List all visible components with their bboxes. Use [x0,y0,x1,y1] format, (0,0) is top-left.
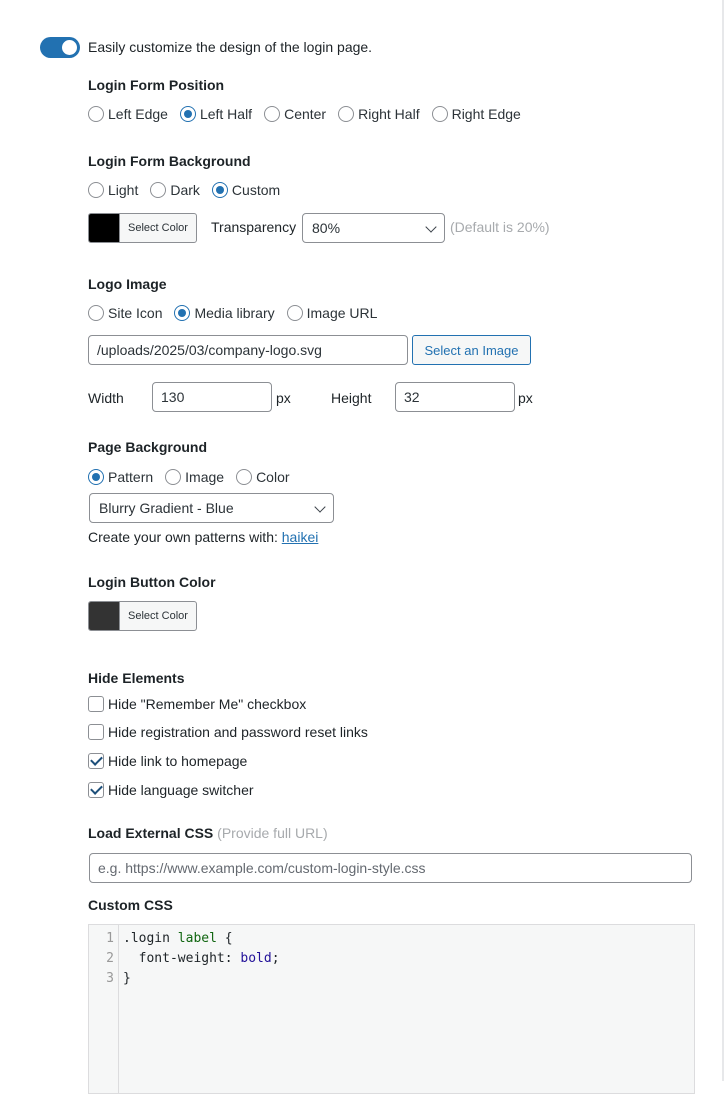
pattern-select[interactable] [89,493,334,523]
radio-dark[interactable]: Dark [150,182,200,198]
height-unit-row [518,389,533,407]
external-css-hint: (Provide full URL) [217,825,328,841]
form-background-radio-group [88,181,292,199]
radio-control[interactable] [180,106,196,122]
enable-customization-toggle[interactable] [40,37,80,58]
checkbox-control[interactable] [88,724,104,740]
height-input[interactable] [395,382,515,412]
radio-pattern[interactable]: Pattern [88,469,153,485]
chevron-down-icon [314,501,325,512]
hide-homepage-link-item[interactable] [88,753,247,769]
css-semicolon: ; [271,951,280,966]
logo-path-input[interactable] [88,335,408,365]
custom-css-heading: Custom CSS [88,897,173,913]
css-property: font-weight [138,951,225,966]
toggle-knob [62,40,77,55]
checkbox-label: Hide language switcher [108,782,254,798]
radio-control[interactable] [264,106,280,122]
patterns-hint-text: Create your own patterns with: [88,529,278,545]
css-element: label [177,931,217,946]
line-number: 2 [106,951,114,966]
code-line-1 [123,929,280,949]
line-number-gutter [89,925,119,1093]
transparency-hint: (Default is 20%) [450,219,550,235]
toggle-label: Easily customize the design of the login page. [88,39,373,55]
pattern-value: Blurry Gradient - Blue [99,500,234,516]
checkbox-label: Hide "Remember Me" checkbox [108,696,307,712]
transparency-label: Transparency [211,219,297,235]
radio-control[interactable] [150,182,166,198]
width-value: 130 [161,389,185,405]
page-background-heading: Page Background [88,439,208,455]
hide-elements-heading: Hide Elements [88,670,185,686]
radio-light[interactable]: Light [88,182,138,198]
height-unit: px [518,390,533,406]
color-swatch [89,214,120,242]
radio-control[interactable] [174,305,190,321]
radio-control[interactable] [236,469,252,485]
css-selector: .login [123,931,170,946]
radio-control[interactable] [432,106,448,122]
radio-left-edge[interactable]: Left Edge [88,106,168,122]
width-unit-row [276,389,291,407]
radio-control[interactable] [212,182,228,198]
logo-path-value: /uploads/2025/03/company-logo.svg [97,342,322,358]
login-button-color-button[interactable] [88,601,197,631]
hide-language-switcher-item[interactable] [88,782,254,798]
transparency-label-row [211,218,296,236]
select-image-label: Select an Image [424,342,519,358]
checkbox-control[interactable] [88,696,104,712]
external-css-heading: Load External CSS [88,825,214,841]
form-background-color-button[interactable] [88,213,197,243]
select-image-button[interactable] [412,335,531,365]
external-css-heading-row [88,824,328,842]
code-line-2 [123,949,280,969]
radio-site-icon[interactable]: Site Icon [88,305,162,321]
radio-center[interactable]: Center [264,106,326,122]
toggle-label-row [88,38,372,56]
checkbox-control[interactable] [88,782,104,798]
logo-image-radio-group [88,304,389,322]
form-background-heading: Login Form Background [88,153,251,169]
radio-color[interactable]: Color [236,469,289,485]
select-color-label: Select Color [128,222,188,234]
radio-control[interactable] [165,469,181,485]
hide-remember-me-item[interactable] [88,696,306,712]
width-label-row [88,389,124,407]
radio-control[interactable] [88,106,104,122]
external-css-input[interactable] [89,853,692,883]
form-position-radio-group [88,105,533,123]
radio-right-half[interactable]: Right Half [338,106,419,122]
width-input[interactable] [152,382,272,412]
login-button-color-heading: Login Button Color [88,574,216,590]
radio-control[interactable] [88,469,104,485]
height-label: Height [331,390,372,406]
css-brace-close: } [123,971,131,986]
radio-control[interactable] [88,182,104,198]
radio-right-edge[interactable]: Right Edge [432,106,521,122]
code-lines [123,925,280,989]
radio-control[interactable] [88,305,104,321]
radio-custom[interactable]: Custom [212,182,280,198]
radio-left-half[interactable]: Left Half [180,106,252,122]
height-label-row [331,389,371,407]
transparency-select[interactable] [302,213,445,243]
radio-image-url[interactable]: Image URL [287,305,378,321]
line-number: 3 [106,971,114,986]
select-color-label: Select Color [128,610,188,622]
haikei-link[interactable]: haikei [281,529,319,545]
checkbox-control[interactable] [88,753,104,769]
transparency-value: 80% [312,220,341,236]
transparency-hint-row [450,218,550,236]
panel-right-border [722,0,724,1081]
custom-css-editor[interactable] [88,924,695,1094]
width-label: Width [88,390,124,406]
form-position-heading: Login Form Position [88,77,225,93]
logo-image-heading: Logo Image [88,276,167,292]
checkbox-label: Hide registration and password reset links [108,724,368,740]
patterns-hint-row [88,528,318,546]
radio-control[interactable] [287,305,303,321]
css-brace-open: { [224,931,233,946]
width-unit: px [276,390,291,406]
external-css-placeholder: e.g. https://www.example.com/custom-login-style.css [98,860,426,876]
radio-media-library[interactable]: Media library [174,305,274,321]
chevron-down-icon [425,221,436,232]
checkbox-label: Hide link to homepage [108,753,248,769]
radio-image[interactable]: Image [165,469,224,485]
css-colon: : [224,951,233,966]
radio-control[interactable] [338,106,354,122]
page-background-radio-group [88,468,302,486]
code-line-3 [123,969,280,989]
hide-registration-links-item[interactable] [88,724,368,740]
color-swatch [89,602,120,630]
css-value: bold [240,951,272,966]
line-number: 1 [106,931,114,946]
height-value: 32 [404,389,420,405]
